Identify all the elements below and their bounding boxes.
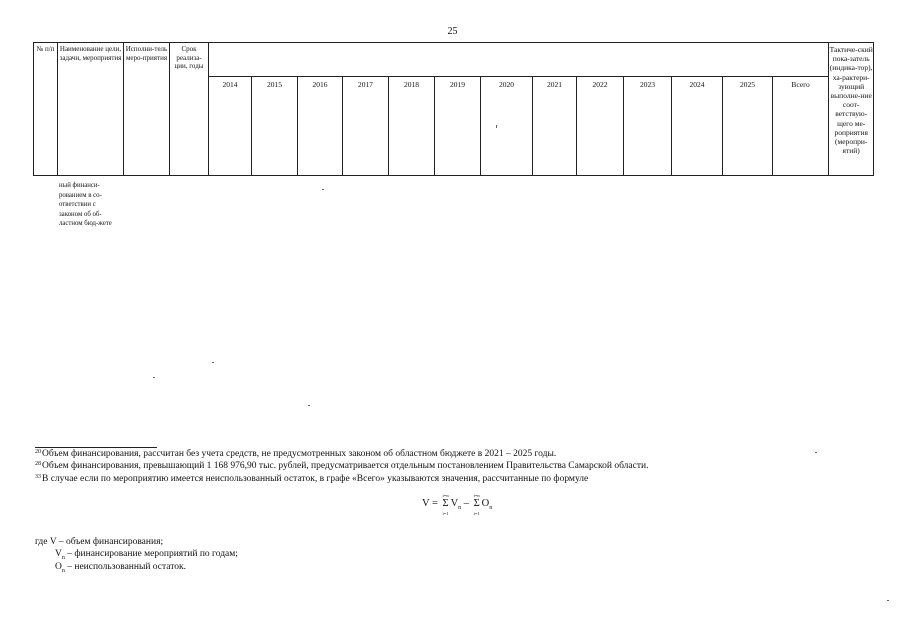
footnote: $^{28}$Объем финансирования, превышающий 1 168 976,90 тыс. рублей, предусматривается отдельным постановлением Правительства Самарской области. bbox=[35, 461, 649, 471]
header-year: 2024 bbox=[672, 77, 723, 176]
continuation-text: ный финанси-рованием в со-ответствии с законом об об-ластном бюд-жете bbox=[59, 182, 112, 227]
header-year: 2018 bbox=[389, 77, 435, 176]
where-line: $O_n$ – неиспользованный остаток. bbox=[55, 562, 186, 574]
header-total: Всего bbox=[773, 77, 829, 176]
header-year: 2022 bbox=[577, 77, 624, 176]
header-year: 2015 bbox=[252, 77, 298, 176]
footnote: $^{20}$Объем финансирования, рассчитан без учета средств, не предусмотренных законом об областном бюджете в 2021 – 2025 годы. bbox=[35, 449, 557, 459]
where-line: где V – объем финансирования; bbox=[35, 537, 164, 547]
program-table bbox=[33, 42, 874, 176]
header-indicator: Тактиче-ский пока-затель (индика-тор), ха-рактери-зующий выполне-ние соот-ветствую-щего ме-роприятия (меропри-ятий) bbox=[829, 43, 874, 176]
page-number: 25 bbox=[447, 26, 458, 37]
header-year: 2025 bbox=[723, 77, 773, 176]
header-financing-blank bbox=[209, 43, 829, 77]
formula: V = Σ i=n i=1 $V_n$ – Σ i=n i=1 $O_n$ bbox=[422, 493, 493, 516]
header-no: № п/п bbox=[34, 43, 58, 176]
header-year: 2016 bbox=[298, 77, 343, 176]
header-term: Срок реализа-ции, годы bbox=[170, 43, 209, 176]
header-year: 2019 bbox=[435, 77, 481, 176]
header-year: 2023 bbox=[624, 77, 672, 176]
header-year: 2017 bbox=[343, 77, 389, 176]
header-year: 2021 bbox=[533, 77, 577, 176]
header-executor: Исполни-тель меро-приятия bbox=[124, 43, 170, 176]
header-year: 2014 bbox=[209, 77, 252, 176]
footnote: $^{33}$В случае если по мероприятию имеется неиспользованный остаток, в графе «Всего» указываются значения, рассчитанные по формуле bbox=[35, 474, 589, 484]
header-year: 2020 bbox=[481, 77, 533, 176]
footnote-rule bbox=[35, 447, 157, 448]
where-line: $V_n$ – финансирование мероприятий по годам; bbox=[55, 549, 238, 561]
header-name: Наименование цели, задачи, мероприятия bbox=[58, 43, 124, 176]
